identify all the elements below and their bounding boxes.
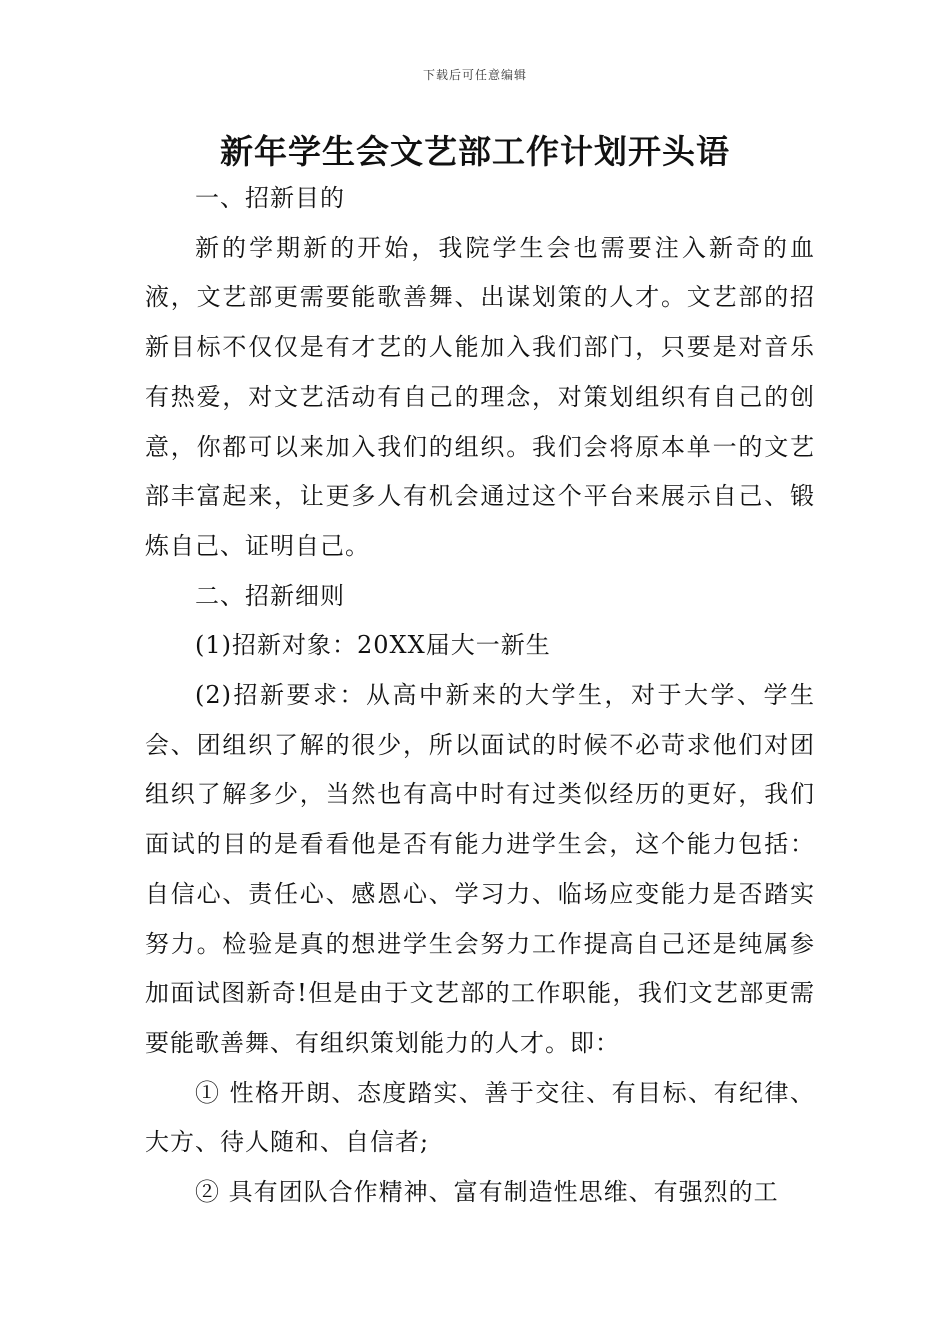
document-body <box>145 174 815 1218</box>
paragraph-purpose: 新的学期新的开始，我院学生会也需要注入新奇的血液，文艺部更需要能歌善舞、出谋划策的人才。文艺部的招新目标不仅仅是有才艺的人能加入我们部门，只要是对音乐有热爱，对文艺活动有自己的理念，对策划组织有自己的创意，你都可以来加入我们的组织。我们会将原本单一的文艺部丰富起来，让更多人有机会通过这个平台来展示自己、锻炼自己、证明自己。 <box>145 233 815 560</box>
paragraph-target: (1)招新对象：20XX届大一新生 <box>195 631 551 660</box>
header-note: 下载后可任意编辑 <box>422 68 527 82</box>
section-heading-purpose: 一、招新目的 <box>195 184 345 212</box>
document-title: 新年学生会文艺部工作计划开头语 <box>220 132 730 171</box>
list-item-1: ① 性格开朗、态度踏实、善于交往、有目标、有纪律、大方、待人随和、自信者; <box>145 1078 815 1157</box>
paragraph-requirements: (2)招新要求：从高中新来的大学生，对于大学、学生会、团组织了解的很少，所以面试的时候不必苛求他们对团组织了解多少，当然也有高中时有过类似经历的更好，我们面试的目的是看看他是否有能力进学生会，这个能力包括：自信心、责任心、感恩心、学习力、临场应变能力是否踏实努力。检验是真的想进学生会努力工作提高自己还是纯属参加面试图新奇!但是由于文艺部的工作职能，我们文艺部更需要能歌善舞、有组织策划能力的人才。即： <box>145 681 815 1057</box>
section-heading-rules: 二、招新细则 <box>195 581 345 610</box>
list-item-2: ② 具有团队合作精神、富有制造性思维、有强烈的工 <box>195 1178 779 1207</box>
